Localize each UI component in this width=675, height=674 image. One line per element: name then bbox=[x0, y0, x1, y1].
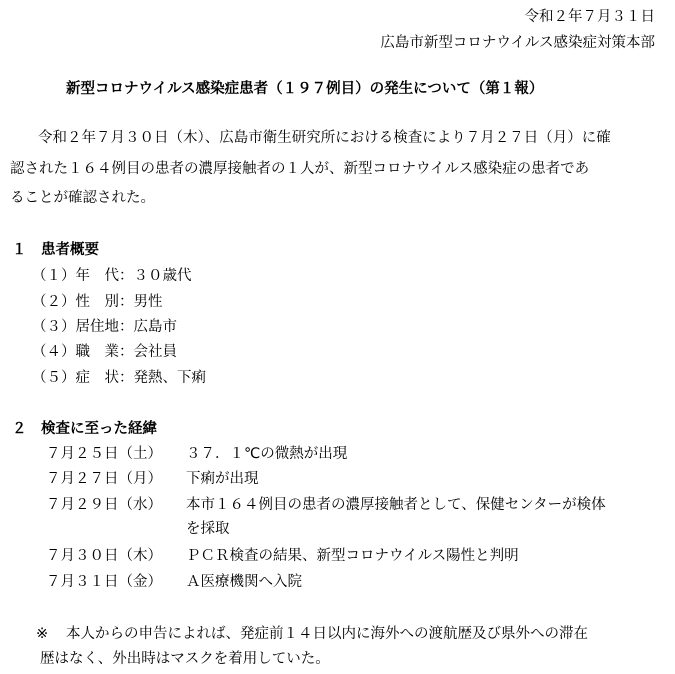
note-line-1: 本人からの申告によれば、発症前１４日以内に海外への渡航歴及び県外への滞在 bbox=[66, 626, 588, 642]
timeline-date: ７月３０日（木） bbox=[46, 548, 162, 564]
note-line-2: 歴はなく、外出時はマスクを着用していた。 bbox=[40, 651, 330, 667]
timeline-event: Ａ医療機関へ入院 bbox=[186, 574, 302, 590]
section-heading-patient-overview: １ 患者概要 bbox=[12, 242, 99, 258]
patient-item-age: （１）年 代：３０歳代 bbox=[32, 268, 192, 284]
patient-item-sex: （２）性 別：男性 bbox=[32, 294, 163, 310]
timeline-event: 本市１６４例目の患者の濃厚接触者として、保健センターが検体 bbox=[186, 497, 606, 513]
timeline-date: ７月２９日（水） bbox=[46, 497, 162, 513]
timeline-date: ７月３１日（金） bbox=[46, 574, 162, 590]
timeline-event: 下痢が出現 bbox=[186, 471, 259, 487]
patient-item-residence: （３）居住地：広島市 bbox=[32, 319, 177, 335]
note-mark: ※ bbox=[36, 626, 49, 642]
patient-item-symptoms: （５）症 状：発熱、下痢 bbox=[32, 370, 206, 386]
intro-line-3: ることが確認された。 bbox=[10, 190, 155, 206]
intro-line-1: 令和２年７月３０日（木）、広島市衛生研究所における検査により７月２７日（月）に確 bbox=[38, 130, 611, 146]
timeline-date: ７月２７日（月） bbox=[46, 471, 162, 487]
section-heading-testing-timeline: ２ 検査に至った経緯 bbox=[12, 421, 157, 437]
issuer-name: 広島市新型コロナウイルス感染症対策本部 bbox=[380, 35, 655, 51]
timeline-event-continuation: を採取 bbox=[186, 521, 230, 537]
timeline-date: ７月２５日（土） bbox=[46, 446, 162, 462]
timeline-event: ３７．１℃の微熱が出現 bbox=[186, 446, 348, 462]
document-title: 新型コロナウイルス感染症患者（１９７例目）の発生について（第１報） bbox=[66, 81, 544, 97]
release-date: 令和２年７月３１日 bbox=[524, 9, 655, 25]
patient-item-occupation: （４）職 業：会社員 bbox=[32, 344, 177, 360]
timeline-event: ＰＣＲ検査の結果、新型コロナウイルス陽性と判明 bbox=[186, 548, 519, 564]
intro-line-2: 認された１６４例目の患者の濃厚接触者の１人が、新型コロナウイルス感染症の患者であ bbox=[10, 161, 590, 177]
